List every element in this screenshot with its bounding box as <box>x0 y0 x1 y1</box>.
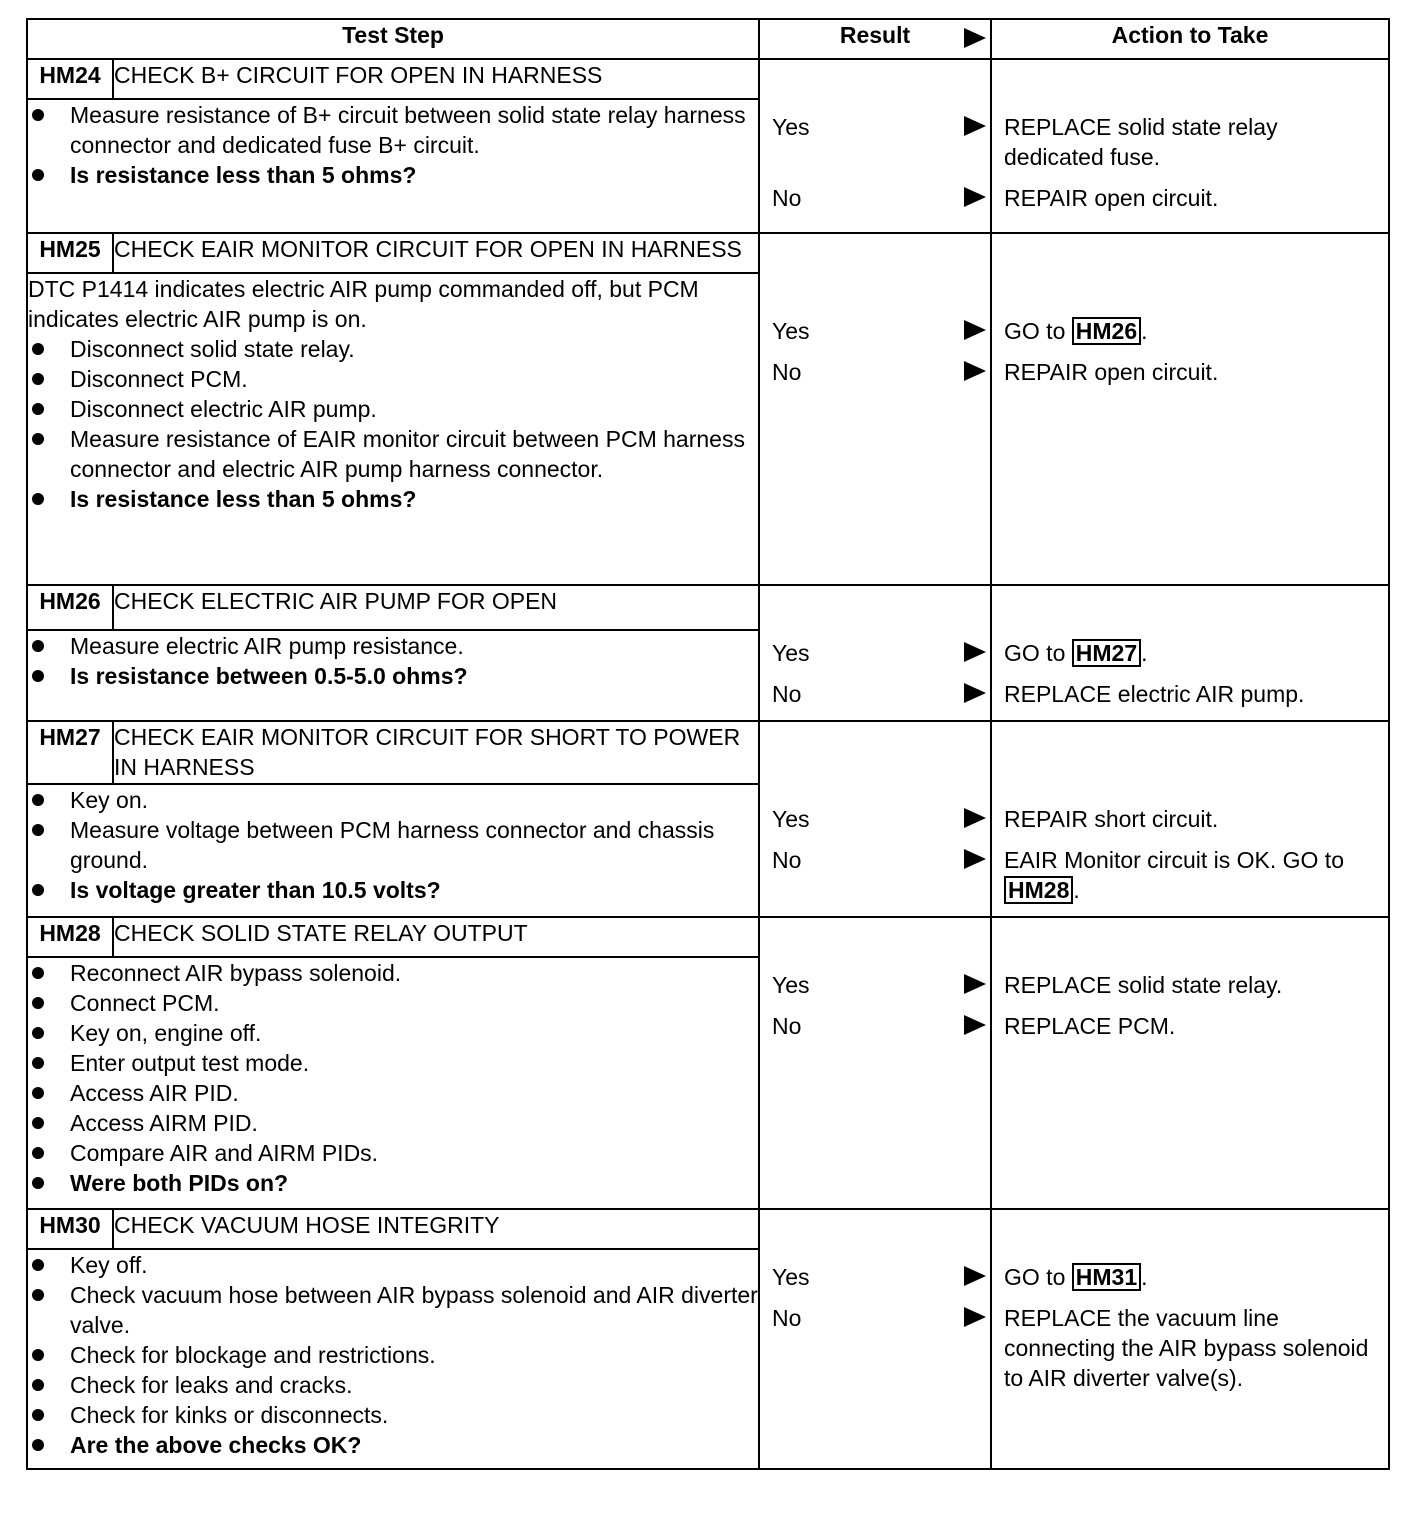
arrow-right-icon <box>964 974 986 994</box>
step-actions <box>991 917 1389 1209</box>
step-id: HM25 <box>27 233 113 273</box>
result-no <box>760 1011 990 1052</box>
action-text: REPLACE PCM. <box>1004 1013 1176 1039</box>
result-yes <box>760 316 990 357</box>
step-reference-link[interactable]: HM26 <box>1072 317 1141 345</box>
action-text: REPAIR open circuit. <box>1004 185 1219 211</box>
header-test-step: Test Step <box>27 19 759 59</box>
step-id: HM28 <box>27 917 113 957</box>
step-bullet-list <box>28 958 758 1198</box>
step-reference-link[interactable]: HM28 <box>1004 876 1073 904</box>
step-title: CHECK VACUUM HOSE INTEGRITY <box>113 1209 759 1249</box>
action-no <box>992 845 1388 916</box>
result-label: Yes <box>772 318 810 344</box>
action-text: REPLACE the vacuum line connecting the AIR bypass solenoid to AIR diverter valve(s). <box>1004 1305 1369 1391</box>
result-label: Yes <box>772 806 810 832</box>
list-item: Access AIRM PID. <box>28 1108 758 1138</box>
result-yes <box>760 804 990 845</box>
result-label: No <box>772 185 802 211</box>
step-intro: DTC P1414 indicates electric AIR pump commanded off, but PCM indicates electric AIR pump is on. <box>28 276 699 332</box>
actions-spacer <box>992 60 1388 112</box>
action-no <box>992 1303 1388 1404</box>
step-title-row <box>27 1209 1389 1249</box>
step-title-row <box>27 721 1389 784</box>
result-no <box>760 357 990 398</box>
step-bullet-list <box>28 785 758 905</box>
result-label: Yes <box>772 1264 810 1290</box>
results-spacer <box>760 722 990 804</box>
step-instructions <box>27 273 759 585</box>
result-no <box>760 1303 990 1404</box>
step-question: Are the above checks OK? <box>28 1430 758 1460</box>
result-no <box>760 183 990 224</box>
list-item: Measure electric AIR pump resistance. <box>28 631 758 661</box>
step-results <box>759 59 991 233</box>
list-item: Key off. <box>28 1250 758 1280</box>
action-text: REPLACE solid state relay. <box>1004 972 1283 998</box>
action-text: REPAIR short circuit. <box>1004 806 1219 832</box>
result-yes <box>760 1262 990 1303</box>
action-yes <box>992 804 1388 845</box>
list-item: Measure voltage between PCM harness connector and chassis ground. <box>28 815 758 875</box>
step-reference-link[interactable]: HM27 <box>1072 639 1141 667</box>
test-steps-body <box>27 59 1389 1469</box>
step-instructions <box>27 99 759 233</box>
action-suffix: . <box>1073 877 1080 903</box>
actions-spacer <box>992 586 1388 638</box>
arrow-right-icon <box>964 1015 986 1035</box>
result-no <box>760 679 990 720</box>
step-title: CHECK B+ CIRCUIT FOR OPEN IN HARNESS <box>113 59 759 99</box>
table-header-row <box>27 19 1389 59</box>
step-title: CHECK ELECTRIC AIR PUMP FOR OPEN <box>113 585 759 630</box>
action-yes <box>992 1262 1388 1303</box>
arrow-right-icon <box>964 1266 986 1286</box>
list-item: Measure resistance of B+ circuit between solid state relay harness connector and dedicated fuse B+ circuit. <box>28 100 758 160</box>
results-spacer <box>760 60 990 112</box>
action-text: REPAIR open circuit. <box>1004 359 1219 385</box>
list-item: Measure resistance of EAIR monitor circuit between PCM harness connector and electric AIR pump harness connector. <box>28 424 758 484</box>
list-item: Access AIR PID. <box>28 1078 758 1108</box>
list-item: Enter output test mode. <box>28 1048 758 1078</box>
result-label: No <box>772 1013 802 1039</box>
action-yes <box>992 112 1388 183</box>
result-label: No <box>772 847 802 873</box>
action-suffix: . <box>1141 640 1148 666</box>
results-spacer <box>760 586 990 638</box>
step-title-row <box>27 59 1389 99</box>
step-actions <box>991 59 1389 233</box>
list-item: Disconnect PCM. <box>28 364 758 394</box>
step-actions <box>991 585 1389 721</box>
step-results <box>759 233 991 585</box>
results-spacer <box>760 234 990 316</box>
step-id: HM26 <box>27 585 113 630</box>
step-instructions <box>27 957 759 1209</box>
step-title: CHECK SOLID STATE RELAY OUTPUT <box>113 917 759 957</box>
result-label: Yes <box>772 114 810 140</box>
actions-spacer <box>992 722 1388 804</box>
step-id: HM24 <box>27 59 113 99</box>
step-actions <box>991 233 1389 585</box>
action-text: GO to <box>1004 640 1072 666</box>
step-bullet-list <box>28 334 758 514</box>
result-label: Yes <box>772 972 810 998</box>
list-item: Check for kinks or disconnects. <box>28 1400 758 1430</box>
list-item: Check for blockage and restrictions. <box>28 1340 758 1370</box>
header-result-label: Result <box>839 22 911 48</box>
step-question: Were both PIDs on? <box>28 1168 758 1198</box>
result-yes <box>760 112 990 183</box>
action-yes <box>992 970 1388 1011</box>
list-item: Compare AIR and AIRM PIDs. <box>28 1138 758 1168</box>
action-suffix: . <box>1141 1264 1148 1290</box>
step-title: CHECK EAIR MONITOR CIRCUIT FOR OPEN IN HARNESS <box>113 233 759 273</box>
arrow-right-icon <box>964 28 986 48</box>
result-label: No <box>772 681 802 707</box>
arrow-right-icon <box>964 849 986 869</box>
step-question: Is resistance between 0.5-5.0 ohms? <box>28 661 758 691</box>
step-id: HM27 <box>27 721 113 784</box>
step-question: Is voltage greater than 10.5 volts? <box>28 875 758 905</box>
action-text: EAIR Monitor circuit is OK. GO to <box>1004 847 1344 873</box>
step-instructions <box>27 784 759 917</box>
step-question: Is resistance less than 5 ohms? <box>28 160 758 190</box>
arrow-right-icon <box>964 361 986 381</box>
action-text: GO to <box>1004 318 1072 344</box>
step-title-row <box>27 585 1389 630</box>
step-results <box>759 585 991 721</box>
action-no <box>992 357 1388 398</box>
step-id: HM30 <box>27 1209 113 1249</box>
results-spacer <box>760 1210 990 1262</box>
diagnostic-test-table <box>26 18 1390 1470</box>
result-yes <box>760 638 990 679</box>
step-title-row <box>27 917 1389 957</box>
step-results <box>759 1209 991 1469</box>
step-results <box>759 721 991 917</box>
actions-spacer <box>992 234 1388 316</box>
step-reference-link[interactable]: HM31 <box>1072 1263 1141 1291</box>
result-label: No <box>772 359 802 385</box>
actions-spacer <box>992 1210 1388 1262</box>
list-item: Disconnect solid state relay. <box>28 334 758 364</box>
list-item: Key on. <box>28 785 758 815</box>
action-text: REPLACE solid state relay dedicated fuse. <box>1004 114 1278 170</box>
results-spacer <box>760 918 990 970</box>
step-instructions <box>27 630 759 721</box>
step-instructions <box>27 1249 759 1469</box>
header-action: Action to Take <box>991 19 1389 59</box>
actions-spacer <box>992 918 1388 970</box>
step-bullet-list <box>28 631 758 691</box>
list-item: Check for leaks and cracks. <box>28 1370 758 1400</box>
result-label: No <box>772 1305 802 1331</box>
header-result <box>759 19 991 59</box>
action-text: REPLACE electric AIR pump. <box>1004 681 1305 707</box>
action-yes <box>992 316 1388 357</box>
arrow-right-icon <box>964 808 986 828</box>
action-suffix: . <box>1141 318 1148 344</box>
step-bullet-list <box>28 1250 758 1460</box>
step-results <box>759 917 991 1209</box>
action-no <box>992 679 1388 720</box>
list-item: Check vacuum hose between AIR bypass solenoid and AIR diverter valve. <box>28 1280 758 1340</box>
step-actions <box>991 721 1389 917</box>
list-item: Connect PCM. <box>28 988 758 1018</box>
action-yes <box>992 638 1388 679</box>
list-item: Key on, engine off. <box>28 1018 758 1048</box>
step-title: CHECK EAIR MONITOR CIRCUIT FOR SHORT TO POWER IN HARNESS <box>113 721 759 784</box>
result-yes <box>760 970 990 1011</box>
arrow-right-icon <box>964 1307 986 1327</box>
action-no <box>992 183 1388 224</box>
result-no <box>760 845 990 916</box>
action-no <box>992 1011 1388 1052</box>
step-question: Is resistance less than 5 ohms? <box>28 484 758 514</box>
arrow-right-icon <box>964 642 986 662</box>
arrow-right-icon <box>964 187 986 207</box>
step-actions <box>991 1209 1389 1469</box>
arrow-right-icon <box>964 683 986 703</box>
list-item: Disconnect electric AIR pump. <box>28 394 758 424</box>
diagnostic-test-table-page <box>26 18 1388 1470</box>
step-bullet-list <box>28 100 758 190</box>
arrow-right-icon <box>964 320 986 340</box>
step-title-row <box>27 233 1389 273</box>
list-item: Reconnect AIR bypass solenoid. <box>28 958 758 988</box>
action-text: GO to <box>1004 1264 1072 1290</box>
result-label: Yes <box>772 640 810 666</box>
arrow-right-icon <box>964 116 986 136</box>
